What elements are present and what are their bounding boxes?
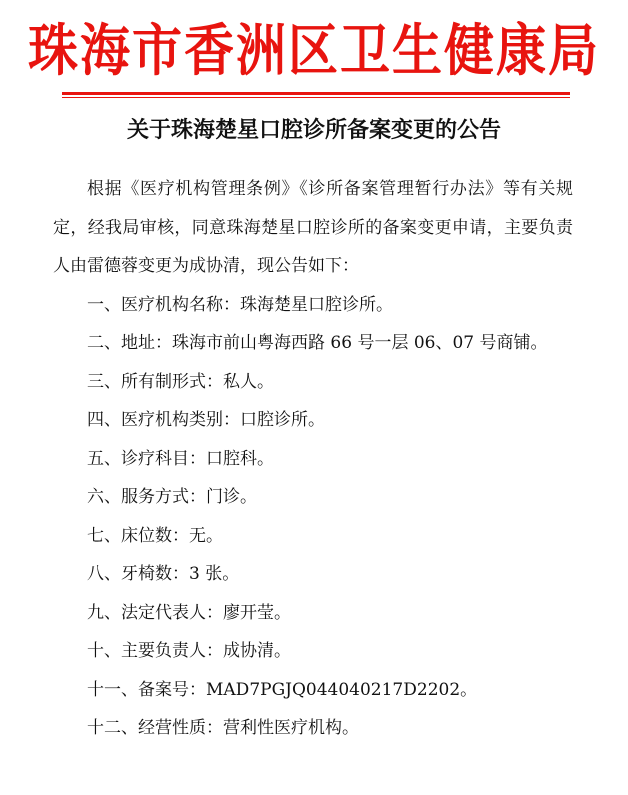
notice-title: 关于珠海楚星口腔诊所备案变更的公告 [126,117,501,143]
header-divider-thick [62,92,570,95]
list-item: 四、医疗机构类别：口腔诊所。 [87,410,325,430]
list-item: 十二、经营性质：营利性医疗机构。 [87,718,359,738]
list-item: 二、地址：珠海市前山粤海西路 66 号一层 06、07 号商铺。 [87,333,548,353]
list-item: 三、所有制形式：私人。 [87,371,274,392]
list-item: 八、牙椅数：3 张。 [87,564,240,584]
list-item: 六、服务方式：门诊。 [87,487,257,507]
agency-header-title: 珠海市香洲区卫生健康局 [28,17,600,84]
header-divider-thin [62,97,570,98]
list-item: 十一、备案号：MAD7PGJQ044040217D2202。 [87,679,478,700]
list-item: 五、诊疗科目：口腔科。 [87,448,274,469]
intro-paragraph: 根据《医疗机构管理条例》《诊所备案管理暂行办法》等有关规定，经我局审核，同意珠海楚星口腔诊所的备案变更申请，主要负责人由雷德蓉变更为成协清，现公告如下： [53,179,573,276]
list-item: 十、主要负责人：成协清。 [87,641,291,661]
list-item: 一、医疗机构名称：珠海楚星口腔诊所。 [87,294,393,315]
list-item: 七、床位数：无。 [87,525,223,546]
notice-body [53,170,573,748]
list-item: 九、法定代表人：廖开莹。 [87,602,291,623]
